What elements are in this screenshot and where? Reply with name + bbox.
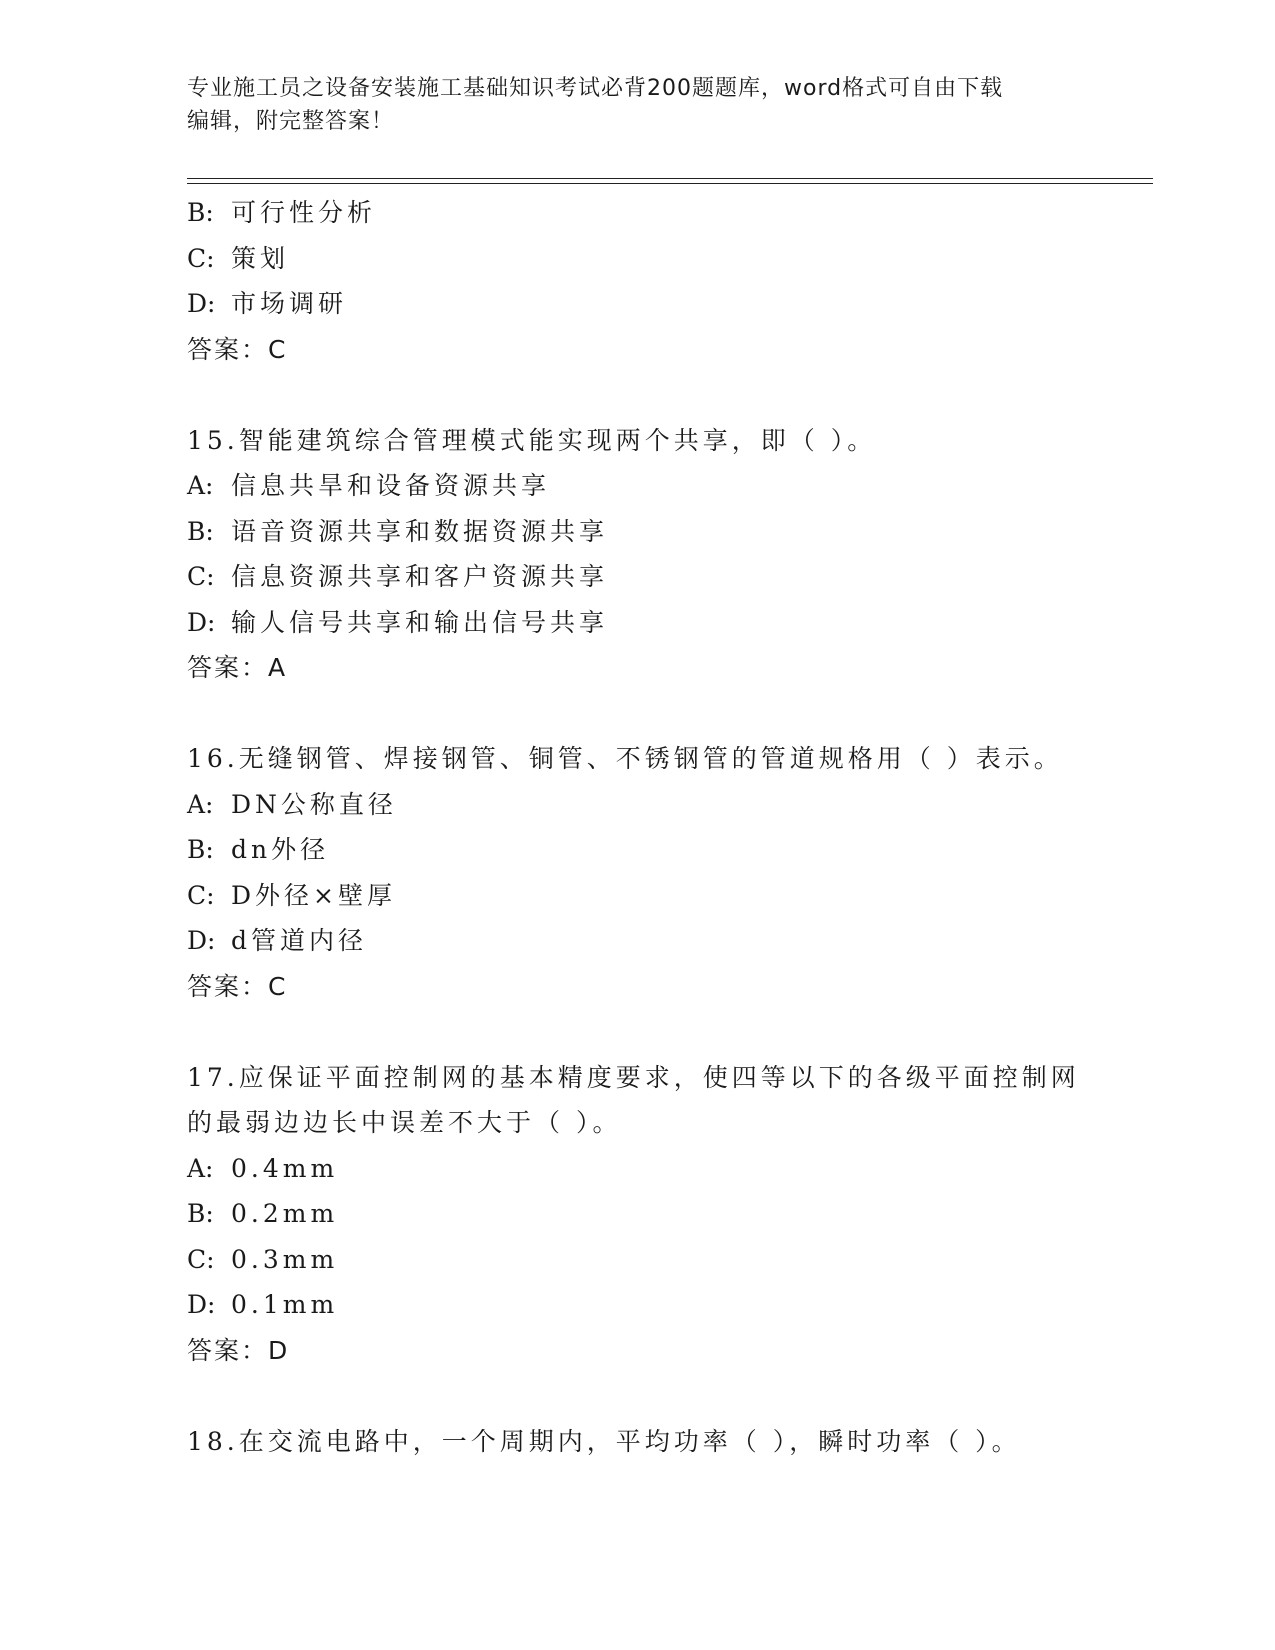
option-c: C: D外径×壁厚 [187,880,396,910]
question-15 [187,418,1087,691]
question-list [187,190,1087,1464]
option-b: B: 0.2mm [187,1199,339,1228]
question-stem: 18.在交流电路中，一个周期内，平均功率（ ），瞬时功率（ ）。 [187,1426,1021,1456]
document-header [187,72,1087,138]
option-a: A: 信息共旱和设备资源共享 [187,471,551,500]
question-stem: 15.智能建筑综合管理模式能实现两个共享，即（ ）。 [187,425,877,455]
question-18 [187,1419,1087,1465]
question-14-tail [187,190,1087,372]
option-d: D: 市场调研 [187,289,348,318]
header-divider-top [187,178,1153,179]
option-d: D: 输人信号共享和输出信号共享 [187,607,609,637]
option-c: C: 策划 [187,243,290,273]
option-a: A: 0.4mm [187,1153,339,1183]
option-c: C: 信息资源共享和客户资源共享 [187,562,609,591]
question-17 [187,1055,1087,1374]
header-title-line2: 编辑，附完整答案！ [187,109,395,134]
answer-line: 答案：C [187,971,288,1001]
question-stem: 16.无缝钢管、焊接钢管、铜管、不锈钢管的管道规格用（ ）表示。 [187,744,1063,773]
header-divider-bottom [187,183,1153,184]
option-a: A: DN公称直径 [187,789,397,819]
question-stem-line1: 17.应保证平面控制网的基本精度要求，使四等以下的各级平面控制网 [187,1062,1080,1092]
option-b: B: 可行性分析 [187,198,377,227]
question-stem-line2: 的最弱边边长中误差不大于（ ）。 [187,1108,622,1137]
answer-line: 答案：A [187,653,288,682]
answer-line: 答案：C [187,334,288,364]
option-d: D: d管道内径 [187,926,368,955]
header-title-line1: 专业施工员之设备安装施工基础知识考试必背200题题库，word格式可自由下载 [187,76,1004,101]
question-16 [187,736,1087,1009]
option-b: B: 语音资源共享和数据资源共享 [187,516,609,546]
option-c: C: 0.3mm [187,1244,339,1274]
answer-line: 答案：D [187,1335,290,1365]
option-d: D: 0.1mm [187,1290,339,1319]
option-b: B: dn外径 [187,835,330,864]
